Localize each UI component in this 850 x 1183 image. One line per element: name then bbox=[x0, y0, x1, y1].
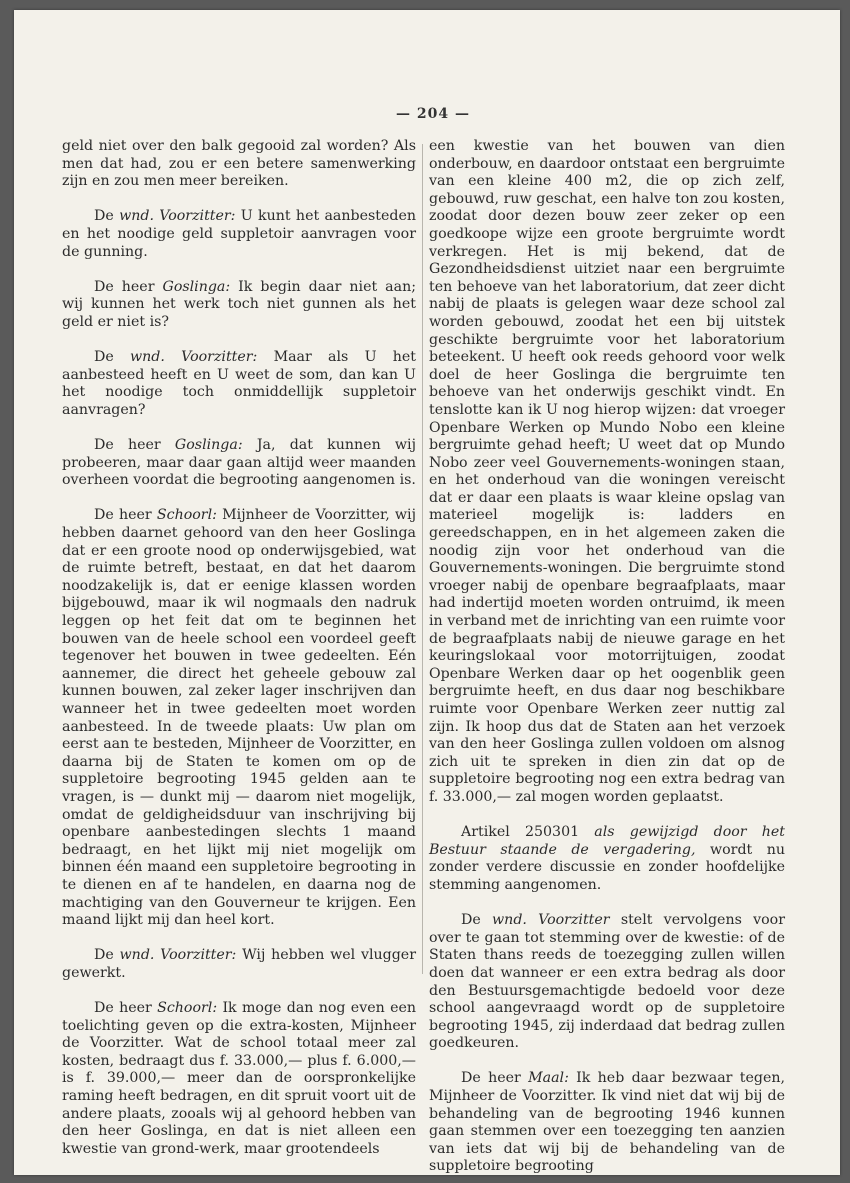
paragraph: een kwestie van het bouwen van dien onderbouw, en daardoor ontstaat een bergruimte van een kleine 400 m2, die op zich zelf, gebouwd, ruw geschat, een halve ton zou kosten, zoodat door dezen bouw zeer zeker op een goedkoope wijze een groote bergruimte wordt verkregen. Het is mij bekend, dat de Gezondheidsdienst uitziet naar een bergruimte ten behoeve van het laboratorium, dat zeer dicht nabij de plaats is gelegen waar deze school zal worden gebouwd, zoodat het een bij uitstek geschikte bergruimte voor het laboratorium beteekent. U heeft ook reeds gehoord voor welk doel de heer Goslinga die bergruimte ten behoeve van het onderwijs geschikt vindt. En tenslotte kan ik U nog hierop wijzen: dat vroeger Openbare Werken op Mundo Nobo een kleine bergruimte gehad heeft; U weet dat op Mundo Nobo zeer veel Gouvernements-woningen staan, en het onderhoud van die woningen vereischt dat er daar een plaats is waar kleine opslag van materieel mogelijk is: ladders en gereedschappen, en in het algemeen zaken die noodig zijn voor het onderhoud van die Gouvernements-woningen. Die bergruimte stond vroeger nabij de openbare begraafplaats, maar had indertijd moeten worden ontruimd, ik meen in verband met de inrichting van een ruimte voor de begraafplaats nabij de nieuwe garage en het keuringslokaal voor motorrijtuigen, zoodat Openbare Werken daar op het oogenblik geen bergruimte heeft, en dus daar nog beschikbare ruimte voor Openbare Werken zeer nuttig zal zijn. Ik hoop dus dat de Staten aan het verzoek van den heer Goslinga zullen voldoen om alsnog zich uit te spreken in dien zin dat op de suppletoire begrooting nog een extra bedrag van f. 33.000,— zal mogen worden geplaatst. bbox=[429, 138, 785, 805]
speaker-name: Schoorl: bbox=[157, 1000, 218, 1017]
speaker-name: wnd. Voorzitter: bbox=[119, 947, 237, 964]
document-page bbox=[14, 10, 840, 1175]
page-number: — 204 — bbox=[396, 106, 470, 122]
speaker-name: Goslinga: bbox=[162, 278, 231, 295]
right-column bbox=[429, 138, 785, 1175]
paragraph: De heer Schoorl: Mijnheer de Voorzitter, wij hebben daarnet gehoord van den heer Goslinga dat er een groote nood op onderwijsgebied, wat de ruimte betreft, bestaat, en dat het daarom noodzakelijk is, dat er eenige klassen worden bijgebouwd, maar ik wil nogmaals den nadruk leggen op het feit dat om te beginnen het bouwen van de heele school een voordeel geeft tegenover het bouwen in twee gedeelten. Eén aannemer, die direct het geheele gebouw zal kunnen bouwen, zal zeker lager inschrijven dan wanneer het in twee gedeelten moet worden aanbesteed. In de tweede plaats: Uw plan om eerst aan te besteden, Mijnheer de Voorzitter, en daarna bij de Staten te komen om op de suppletoire begrooting 1945 gelden aan te vragen, is — dunkt mij — daarom niet mogelijk, omdat de geldigheidsduur van inschrijving bij openbare aanbestedingen slechts 1 maand bedraagt, en het lijkt mij niet mogelijk om binnen één maand een suppletoire begrooting in te dienen en af te handelen, en daarna nog de machtiging van den Gouverneur te krijgen. Een maand lijkt mij dan heel kort. bbox=[62, 507, 416, 929]
article-note: als gewijzigd door het Bestuur staande de vergadering, bbox=[429, 824, 785, 858]
paragraph: De heer Goslinga: Ja, dat kunnen wij probeeren, maar daar gaan altijd weer maanden overheen voordat die begrooting aangenomen is. bbox=[62, 437, 416, 489]
paragraph: De wnd. Voorzitter stelt vervolgens voor over te gaan tot stemming over de kwestie: of de Staten thans reeds de toezegging zullen willen doen dat wanneer er een extra bedrag als door den Bestuursgemachtigde bedoeld voor deze school aangevraagd wordt op de suppletoire begrooting 1945, zij inderdaad dat bedrag zullen goedkeuren. bbox=[429, 912, 785, 1052]
paragraph: De heer Goslinga: Ik begin daar niet aan; wij kunnen het werk toch niet gunnen als het geld er niet is? bbox=[62, 278, 416, 330]
paragraph: De wnd. Voorzitter: Wij hebben wel vlugger gewerkt. bbox=[62, 947, 416, 981]
speaker-name: wnd. Voorzitter: bbox=[119, 208, 236, 225]
left-column bbox=[62, 138, 416, 1175]
speaker-name: Goslinga: bbox=[174, 437, 243, 454]
paragraph: De wnd. Voorzitter: U kunt het aanbesteden en het noodige geld suppletoir aanvragen voor de gunning. bbox=[62, 208, 416, 260]
paragraph: geld niet over den balk gegooid zal worden? Als men dat had, zou er een betere samenwerking zijn en zou men meer bereiken. bbox=[62, 138, 416, 190]
paragraph: De heer Schoorl: Ik moge dan nog even een toelichting geven op die extra-kosten, Mijnheer de Voorzitter. Wat de school totaal meer zal kosten, bedraagt dus f. 33.000,— plus f. 6.000,— is f. 39.000,— meer dan de oorspronkelijke raming heeft bedragen, en dit spruit voort uit de andere plaats, zooals wij al gehoord hebben van den heer Goslinga, en dat is niet alleen een kwestie van grond-werk, maar grootendeels bbox=[62, 1000, 416, 1157]
paragraph: Artikel 250301 als gewijzigd door het Bestuur staande de vergadering, wordt nu zonder verdere discussie en zonder hoofdelijke stemming aangenomen. bbox=[429, 824, 785, 893]
speaker-name: Schoorl: bbox=[156, 507, 217, 524]
speaker-name: Maal: bbox=[528, 1070, 569, 1087]
column-divider bbox=[422, 144, 423, 974]
speaker-name: wnd. Voorzitter bbox=[492, 912, 610, 929]
paragraph: De heer Maal: Ik heb daar bezwaar tegen, Mijnheer de Voorzitter. Ik vind niet dat wij bij de behandeling van de begrooting 1946 kunnen gaan stemmen over een toezegging ten aanzien van iets dat wij bij de behandeling van de suppletoire begrooting bbox=[429, 1070, 785, 1175]
paragraph: De wnd. Voorzitter: Maar als U het aanbesteed heeft en U weet de som, dan kan U het noodige toch onmiddellijk suppletoir aanvragen? bbox=[62, 349, 416, 418]
speaker-name: wnd. Voorzitter: bbox=[130, 349, 258, 366]
